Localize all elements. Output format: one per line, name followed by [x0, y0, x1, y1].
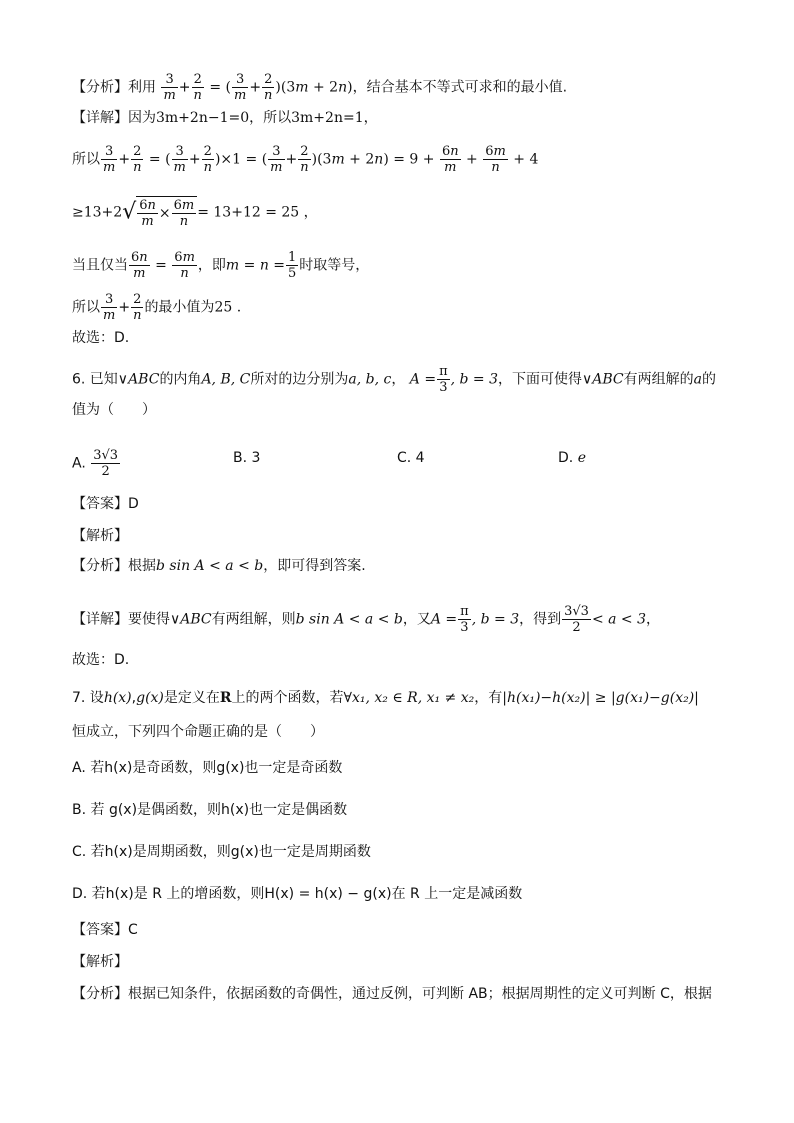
- option-7c: C. 若h(x)是周期函数，则g(x)也一定是周期函数: [72, 844, 371, 860]
- option-7a: A. 若h(x)是奇函数，则g(x)也一定是奇函数: [72, 760, 343, 776]
- analysis-label: 【分析】: [72, 79, 128, 96]
- detail-line-1: 【详解】因为3m+2n−1=0，所以3m+2n=1，: [72, 110, 378, 126]
- explain-7: 【解析】: [72, 954, 128, 970]
- question-7-line-2: 恒成立，下列四个命题正确的是（ ）: [72, 724, 324, 740]
- explain-6: 【解析】: [72, 528, 128, 544]
- detail-line-3: ≥13+2√ $\frac{6n}{m}$ × $\frac{6m}{n}$ = 13+12 = 25 ，: [72, 198, 318, 229]
- question-6-line-1: 6. 已知∨ABC的内角A, B, C所对的边分别为a, b, c， A = $\frac{\pi}{3}$ , b = 3，下面可使得∨ABC有两组解的a的: [72, 364, 716, 395]
- choose-line: 故选：D.: [72, 330, 130, 346]
- fraction: $\frac{3}{m}$: [163, 72, 176, 103]
- answer-6: 【答案】D: [72, 496, 139, 512]
- detail-label: 【详解】: [72, 110, 128, 126]
- analysis-6: 【分析】根据b sin A < a < b，即可得到答案.: [72, 558, 366, 574]
- sqrt-expression: √ $\frac{6n}{m}$ × $\frac{6m}{n}$: [122, 196, 197, 229]
- analysis-7: 【分析】根据已知条件，依据函数的奇偶性，通过反例，可判断 AB；根据周期性的定义可判断 C，根据: [72, 986, 712, 1002]
- question-6-line-2: 值为（ ）: [72, 402, 156, 418]
- detail-6: 【详解】要使得∨ABC有两组解，则b sin A < a < b，又A = $\frac{\pi}{3}$ , b = 3，得到 $\frac{3√3}{2}$ < a < 3，: [72, 604, 661, 635]
- question-7-line-1: 7. 设h(x),g(x)是定义在R上的两个函数，若∀x₁, x₂ ∈ R, x₁ ≠ x₂，有|h(x₁)−h(x₂)| ≥ |g(x₁)−g(x₂)|: [72, 690, 699, 706]
- answer-7: 【答案】C: [72, 922, 138, 938]
- detail-line-5: 所以 $\frac{3}{m}$ + $\frac{2}{n}$ 的最小值为25 .: [72, 292, 242, 323]
- option-7d: D. 若h(x)是 R 上的增函数，则H(x) = h(x) − g(x)在 R 上一定是减函数: [72, 886, 523, 902]
- choose-6: 故选：D.: [72, 652, 130, 668]
- option-a: A. $\frac{3√3}{2}$: [72, 448, 119, 479]
- option-7b: B. 若 g(x)是偶函数，则h(x)也一定是偶函数: [72, 802, 348, 818]
- analysis-line-1: 【分析】利用 $\frac{3}{m}$ + $\frac{2}{n}$ = ( $\frac{3}{m}$ + $\frac{2}{n}$ )(3m + 2n)，结合基本不等式可求和的最小值.: [72, 72, 568, 103]
- option-d: D. e: [558, 450, 586, 466]
- detail-line-4: 当且仅当 $\frac{6n}{m}$ = $\frac{6m}{n}$ ，即m = n = $\frac{1}{5}$ 时取等号，: [72, 250, 370, 281]
- detail-line-2: 所以 $\frac{3}{m}$ + $\frac{2}{n}$ = ( $\frac{3}{m}$ + $\frac{2}{n}$ )×1 = ( $\frac{3}{m}$ + $\frac{2}{n}$ )(3m + 2n) = 9 + $\frac{6n}{m}$ + $\frac{6m}{n}$ + 4: [72, 144, 539, 175]
- option-c: C. 4: [397, 450, 425, 466]
- option-b: B. 3: [233, 450, 261, 466]
- fraction: $\frac{2}{n}$: [193, 72, 202, 103]
